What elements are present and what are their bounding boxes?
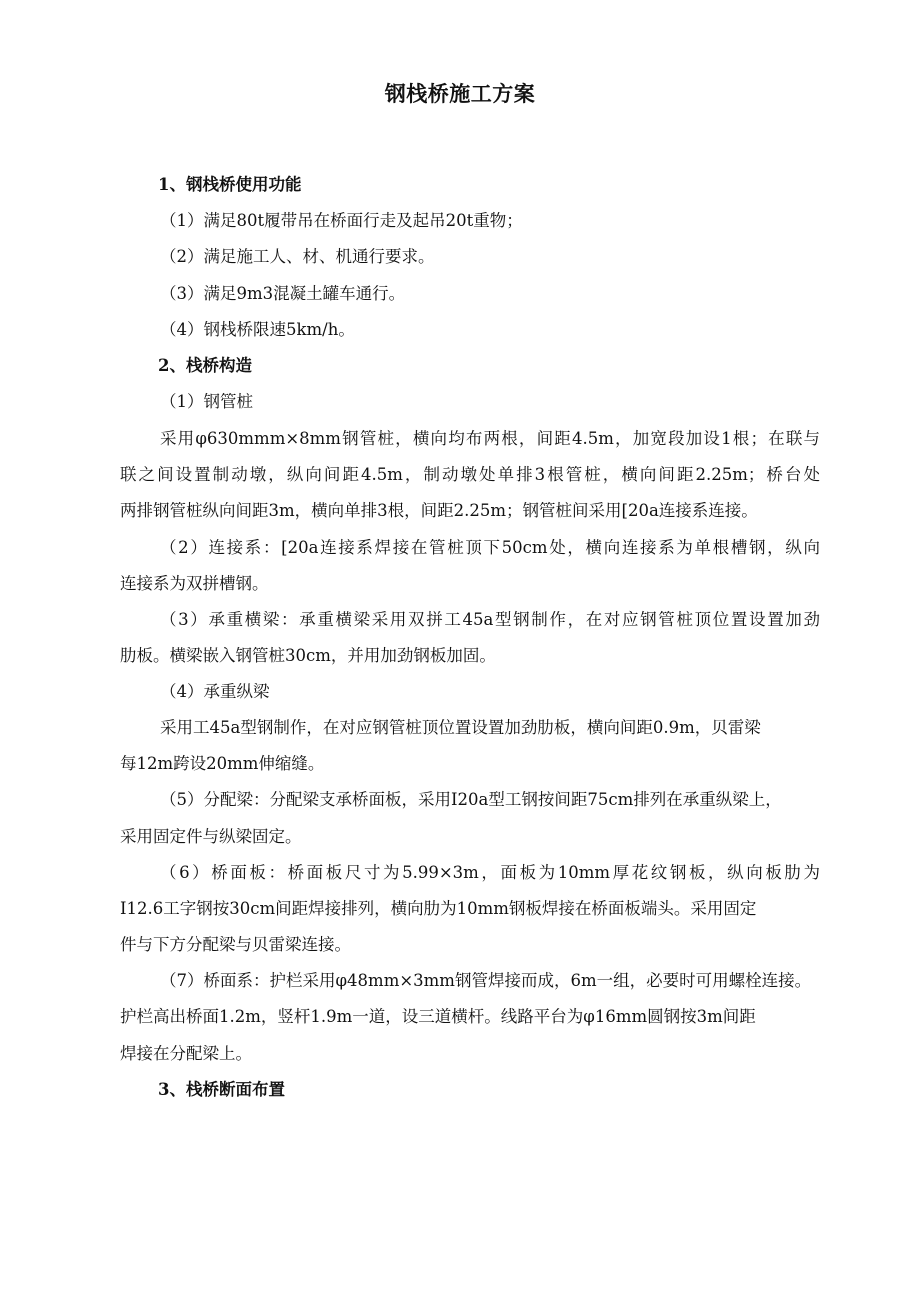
paragraph-line: （3）满足9m3混凝土罐车通行。 [160, 284, 406, 303]
paragraph-line: 护栏高出桥面1.2m，竖杆1.9m一道，设三道横杆。线路平台为φ16mm圆钢按3m间距 [120, 1007, 756, 1026]
section-heading-1: 1、钢栈桥使用功能 [158, 175, 302, 194]
paragraph-line: 肋板。横梁嵌入钢管桩30cm，并用加劲钢板加固。 [120, 646, 496, 665]
paragraph-line: 采用固定件与纵梁固定。 [120, 827, 302, 846]
paragraph-line: 焊接在分配梁上。 [120, 1044, 252, 1063]
paragraph-line: （4）钢栈桥限速5km/h。 [160, 320, 355, 339]
paragraph-line: 采用工45a型钢制作，在对应钢管桩顶位置设置加劲肋板，横向间距0.9m，贝雷梁 [160, 718, 761, 737]
document-title: 钢栈桥施工方案 [384, 81, 536, 106]
paragraph-line: I12.6工字钢按30cm间距焊接排列，横向肋为10mm钢板焊接在桥面板端头。采用固定 [120, 899, 757, 918]
subsection-heading: （4）承重纵梁 [160, 682, 270, 701]
paragraph-line: （7）桥面系：护栏采用φ48mm×3mm钢管焊接而成，6m一组，必要时可用螺栓连接。 [160, 971, 812, 990]
paragraph-line: （2）满足施工人、材、机通行要求。 [160, 247, 435, 266]
paragraph-line: 采用φ630mmm×8mm钢管桩，横向均布两根，间距4.5m，加宽段加设1根；在联与 [160, 429, 820, 448]
paragraph-line: 两排钢管桩纵向间距3m，横向单排3根，间距2.25m；钢管桩间采用[20a连接系连接。 [120, 501, 758, 520]
paragraph-line: 每12m跨设20mm伸缩缝。 [120, 754, 325, 773]
section-heading-2: 2、栈桥构造 [158, 356, 252, 375]
paragraph-line: （6）桥面板：桥面板尺寸为5.99×3m，面板为10mm厚花纹钢板，纵向板肋为 [160, 863, 820, 882]
paragraph-line: 连接系为双拼槽钢。 [120, 574, 269, 593]
paragraph-line: 件与下方分配梁与贝雷梁连接。 [120, 935, 351, 954]
paragraph-line: 联之间设置制动墩，纵向间距4.5m，制动墩处单排3根管桩，横向间距2.25m；桥台处 [120, 465, 820, 484]
paragraph-line: （2）连接系：[20a连接系焊接在管桩顶下50cm处，横向连接系为单根槽钢，纵向 [160, 538, 820, 557]
paragraph-line: （1）满足80t履带吊在桥面行走及起吊20t重物； [160, 211, 523, 230]
paragraph-line: （5）分配梁：分配梁支承桥面板，采用I20a型工钢按间距75cm排列在承重纵梁上， [160, 790, 782, 809]
paragraph-line: （3）承重横梁：承重横梁采用双拼工45a型钢制作，在对应钢管桩顶位置设置加劲 [160, 610, 820, 629]
section-heading-3: 3、栈桥断面布置 [158, 1080, 285, 1099]
subsection-heading: （1）钢管桩 [160, 392, 253, 411]
